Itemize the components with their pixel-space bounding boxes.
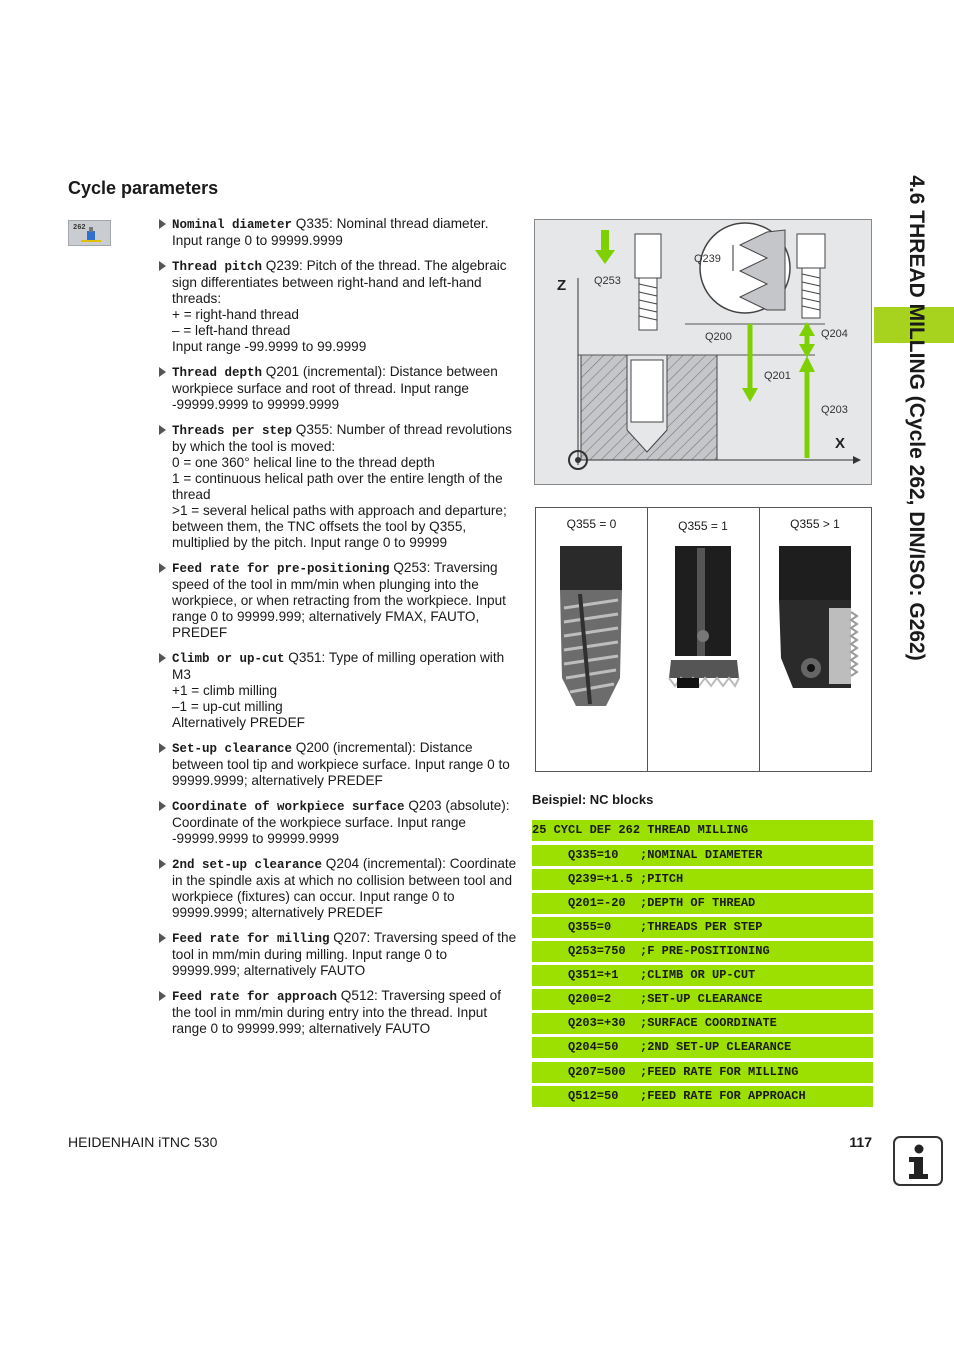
nc-block: Q203=+30 ;SURFACE COORDINATE (532, 1013, 873, 1034)
section-heading: Cycle parameters (68, 178, 219, 198)
label-q201: Q201 (764, 370, 791, 382)
label-q203: Q203 (821, 404, 848, 416)
nc-block: Q207=500 ;FEED RATE FOR MILLING (532, 1062, 873, 1083)
chapter-title: 4.6 THREAD MILLING (Cycle 262, DIN/ISO: G262) (905, 175, 928, 661)
param-q351 (158, 650, 518, 731)
tool-right-icon (797, 234, 825, 318)
column-label: Q355 = 0 (566, 517, 617, 531)
info-icon (893, 1136, 943, 1186)
example-title: Beispiel: NC blocks (532, 792, 654, 807)
param-keyword: Set-up clearance (172, 742, 293, 756)
param-keyword: Nominal diameter (172, 218, 293, 232)
footer-product: HEIDENHAIN iTNC 530 (68, 1134, 218, 1150)
param-q355 (158, 422, 518, 551)
param-description: Q201 (incremental): Distance between workpiece surface and root of thread. Input range -99999.9999 to 99999.9999 (172, 364, 498, 412)
param-q200 (158, 740, 518, 789)
axis-label-x: X (835, 435, 846, 452)
param-q204 (158, 856, 518, 921)
param-keyword: Coordinate of workpiece surface (172, 800, 405, 814)
param-q207 (158, 930, 518, 979)
param-q239 (158, 258, 518, 355)
param-keyword: Feed rate for approach (172, 990, 338, 1004)
nc-block: 25 CYCL DEF 262 THREAD MILLING (532, 820, 873, 841)
param-description: Q351: Type of milling operation with M3 (172, 650, 505, 682)
nc-block: Q512=50 ;FEED RATE FOR APPROACH (532, 1086, 873, 1107)
param-keyword: Threads per step (172, 424, 293, 438)
param-q203 (158, 798, 518, 847)
nc-block: Q351=+1 ;CLIMB OR UP-CUT (532, 965, 873, 986)
thread-mill-q355-1-icon (647, 538, 759, 768)
param-description: Q203 (absolute): Coordinate of the workpiece surface. Input range -99999.9999 to 99999.9999 (172, 798, 510, 846)
nc-block: Q239=+1.5 ;PITCH (532, 869, 873, 890)
param-keyword: Thread pitch (172, 260, 263, 274)
param-keyword: Thread depth (172, 366, 263, 380)
param-line: >1 = several helical paths with approach and departure; between them, the TNC offsets the tool by Q355, multiplied by the pitch. Input range 0 to 99999 (172, 503, 507, 550)
param-line: 0 = one 360° helical line to the thread depth (172, 455, 435, 470)
param-q201 (158, 364, 518, 413)
soft-key-number: 262 (73, 224, 86, 232)
nc-block: Q335=10 ;NOMINAL DIAMETER (532, 845, 873, 866)
column-q355-gt1 (759, 508, 871, 771)
tool-comparison-figure (535, 507, 872, 772)
param-line: –1 = up-cut milling (172, 699, 283, 714)
param-description: Q200 (incremental): Distance between tool tip and workpiece surface. Input range 0 to 99999.9999; alternatively PREDEF (172, 740, 510, 788)
param-keyword: Feed rate for pre-positioning (172, 562, 390, 576)
column-q355-0 (536, 508, 648, 771)
param-keyword: Climb or up-cut (172, 652, 285, 666)
param-line: +1 = climb milling (172, 683, 278, 698)
column-label: Q355 > 1 (790, 517, 840, 531)
dimension-arrows (742, 322, 815, 458)
column-label: Q355 = 1 (678, 519, 728, 533)
param-keyword: Feed rate for milling (172, 932, 330, 946)
thread-detail-icon (700, 223, 790, 313)
nc-block: Q204=50 ;2ND SET-UP CLEARANCE (532, 1037, 873, 1058)
nc-block: Q201=-20 ;DEPTH OF THREAD (532, 893, 873, 914)
param-description: Q355: Number of thread revolutions by which the tool is moved: (172, 422, 512, 454)
cycle-262-soft-key-icon (68, 220, 111, 246)
nc-block: Q355=0 ;THREADS PER STEP (532, 917, 873, 938)
param-line: 1 = continuous helical path over the entire length of the thread (172, 471, 503, 502)
label-q204: Q204 (821, 328, 848, 340)
param-line: Input range -99.9999 to 99.9999 (172, 339, 367, 354)
column-q355-1 (647, 508, 760, 771)
nc-block: Q253=750 ;F PRE-POSITIONING (532, 941, 873, 962)
param-line: + = right-hand thread (172, 307, 299, 322)
param-line: – = left-hand thread (172, 323, 291, 338)
label-q253: Q253 (594, 275, 621, 287)
param-line: Alternatively PREDEF (172, 715, 305, 730)
param-description: Q239: Pitch of the thread. The algebraic sign differentiates between right-hand and left-hand threads: (172, 258, 507, 306)
thread-mill-q355-0-icon (536, 538, 647, 768)
param-description: Q204 (incremental): Coordinate in the spindle axis at which no collision between tool and workpiece (fixtures) can occur. Input range 0 to 99999.9999; alternatively PREDEF (172, 856, 517, 920)
param-q253 (158, 560, 518, 641)
label-q239: Q239 (694, 253, 721, 265)
param-description: Q207: Traversing speed of the tool in mm/min during milling. Input range 0 to 99999.999; alternatively FAUTO (172, 930, 517, 978)
param-description: Q253: Traversing speed of the tool in mm/min when plunging into the workpiece, or when retracting from the workpiece. Input range 0 to 99999.999; alternatively FMAX, FAUTO, PREDEF (172, 560, 506, 640)
param-description: Q512: Traversing speed of the tool in mm/min during entry into the thread. Input range 0 to 99999.999; alternatively FAUTO (172, 988, 502, 1036)
param-q335 (158, 216, 518, 249)
thread-mill-q355-gt1-icon (759, 538, 871, 768)
param-keyword: 2nd set-up clearance (172, 858, 323, 872)
param-description: Q335: Nominal thread diameter. Input range 0 to 99999.9999 (172, 216, 489, 248)
label-q200: Q200 (705, 331, 732, 343)
thread-milling-diagram (534, 219, 872, 485)
parameter-list (158, 216, 518, 1046)
page-number: 117 (849, 1134, 872, 1150)
nc-block: Q200=2 ;SET-UP CLEARANCE (532, 989, 873, 1010)
axis-label-z: Z (557, 277, 567, 294)
param-q512 (158, 988, 518, 1037)
